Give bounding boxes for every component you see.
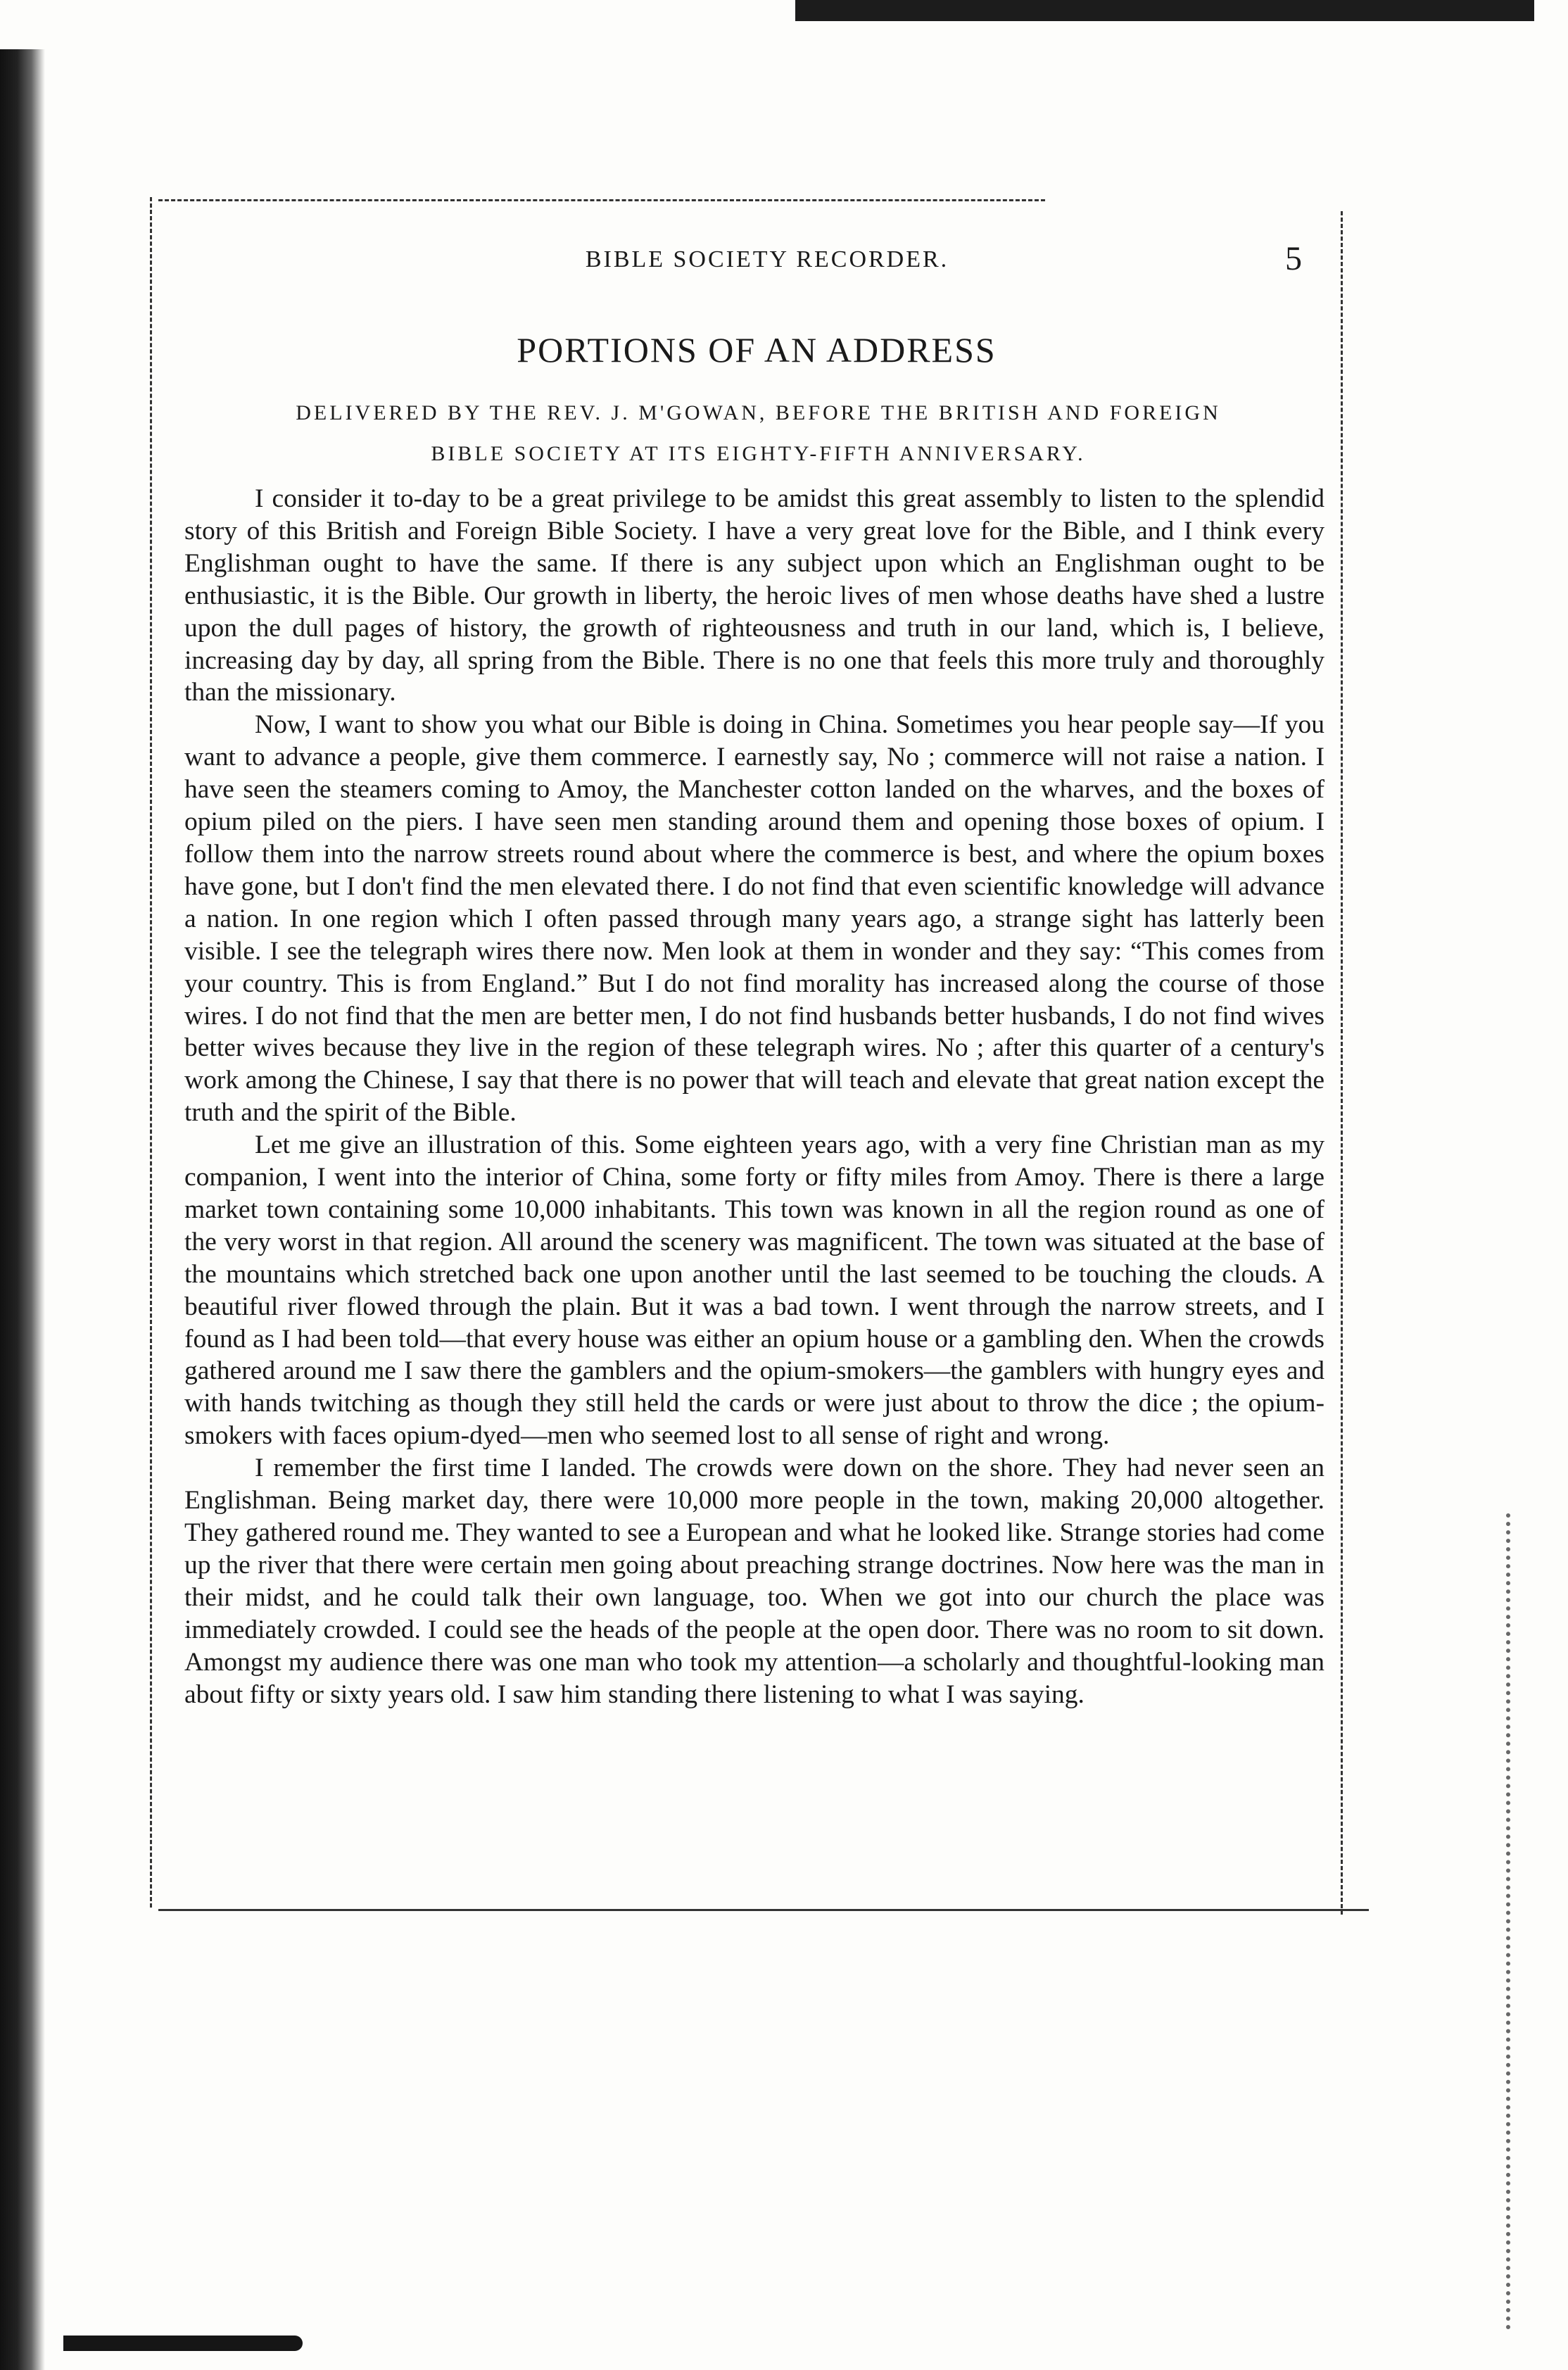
scan-artifact-bottom-smear (63, 2336, 303, 2351)
subtitle-line-2: BIBLE SOCIETY AT ITS EIGHTY-FIFTH ANNIVERSARY. (431, 442, 1086, 465)
scan-artifact-binding-edge (0, 49, 45, 2370)
paragraph-4: I remember the first time I landed. The crowds were down on the shore. They had never seen an Englishman. Being market day, there were 10,000 more people in the town, making 20,000 altogether. They gathered round me. They wanted to see a European and what he looked like. Strange stories had come up the river that there were certain men going about preaching strange doctrines. Now here was the man in their midst, and he could talk their own language, too. When we got into our church the place was immediately crowded. I could see the heads of the people at the open door. There was no room to sit down. Amongst my audience there was one man who took my attention—a scholarly and thoughtful-looking man about fifty or sixty years old. I saw him standing there listening to what I was saying. (184, 1454, 1324, 1709)
article-subtitle (186, 393, 1330, 474)
page-frame-bottom-rule (158, 1909, 1369, 1911)
paragraph-1: I consider it to-day to be a great privilege to be amidst this great assembly to listen to the splendid story of this British and Foreign Bible Society. I have a very great love for the Bible, and I think every Englishman ought to have the same. If there is any subject upon which an Englishman ought to be enthusiastic, it is the Bible. Our growth in liberty, the heroic lives of men whose deaths have shed a lustre upon the dull pages of history, the growth of righteousness and truth in our land, which is, I believe, increasing day by day, all spring from the Bible. There is no one that feels this more truly and thoroughly than the missionary. (184, 484, 1324, 707)
article-title: PORTIONS OF AN ADDRESS (517, 330, 997, 370)
scan-artifact-top-bar (795, 0, 1534, 21)
scan-artifact-right-speckle (1506, 1513, 1523, 2330)
paragraph-2: Now, I want to show you what our Bible is doing in China. Sometimes you hear people say—If you want to advance a people, give them commerce. I earnestly say, No ; commerce will not raise a nation. I have seen the steamers coming to Amoy, the Manchester cotton landed on the wharves, and the boxes of opium piled on the piers. I have seen men standing around them and opening those boxes of opium. I follow them into the narrow streets round about where the commerce is best, and where the opium boxes have gone, but I don't find the men elevated there. I do not find that even scientific knowledge will advance a nation. In one region which I often passed through many years ago, a strange sight has latterly been visible. I see the telegraph wires there now. Men look at them in wonder and they say: “This comes from your country. This is from England.” But I do not find morality has increased along the course of those wires. I do not find that the men are better men, I do not find husbands better husbands, I do not find wives better wives because they live in the region of these telegraph wires. No ; after this quarter of a century's work among the Chinese, I say that there is no power that will teach and elevate that great nation except the truth and the spirit of the Bible. (184, 710, 1324, 1128)
subtitle-line-1: DELIVERED BY THE REV. J. M'GOWAN, BEFORE THE BRITISH AND FOREIGN (296, 401, 1221, 424)
page-frame-left-rule (150, 197, 155, 1908)
paragraph-3: Let me give an illustration of this. Some eighteen years ago, with a very fine Christian man as my companion, I went into the interior of China, some forty or fifty miles from Amoy. There is there a large market town containing some 10,000 inhabitants. This town was known in all the region round as one of the very worst in that region. All around the scenery was magnificent. The town was situated at the base of the mountains which stretched back one upon another until the last seemed to be touching the clouds. A beautiful river flowed through the plain. But it was a bad town. I went through the narrow streets, and I found as I had been told—that every house was either an opium house or a gambling den. When the crowds gathered around me I saw there the gamblers and the opium-smokers—the gamblers with hungry eyes and with hands twitching as though they still held the cards or were just about to throw the dice ; the opium-smokers with faces opium-dyed—men who seemed lost to all sense of right and wrong. (184, 1130, 1324, 1451)
page-frame-top-rule (158, 199, 1045, 201)
article-body (184, 483, 1324, 1710)
running-title: BIBLE SOCIETY RECORDER. (585, 246, 949, 272)
running-head (183, 238, 1330, 280)
page-number: 5 (1285, 240, 1302, 277)
page-frame-right-rule (1341, 211, 1345, 1915)
